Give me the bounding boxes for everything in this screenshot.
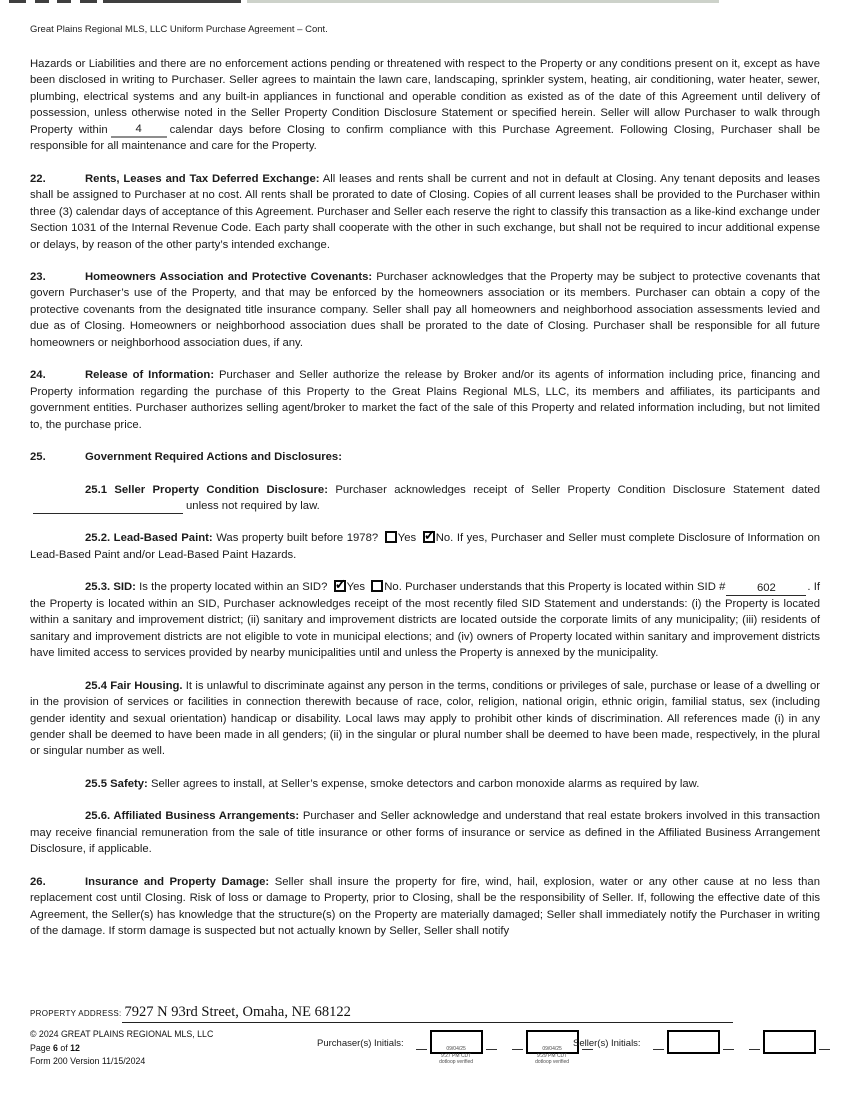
section-25-6-body: Purchaser and Seller acknowledge and understand that real estate brokers involved in this transaction may receive financial remuneration from the sale of title insurance or other forms of insurance or service as defined in the Affiliated Business Arrangement Disclosure, if applicable.	[30, 810, 821, 856]
section-25-1-text-before-date: Purchaser acknowledges receipt of Seller Property Condition Disclosure Statement dated	[335, 483, 820, 496]
intro-text-after: calendar days before Closing to confirm compliance with this Purchase Agreement. Following Closing, Purchaser shall be responsible for all maintenance and care for the Property.	[30, 123, 820, 153]
seller-initials-slot-1	[650, 1030, 737, 1054]
section-22-heading: Rents, Leases and Tax Deferred Exchange:	[85, 172, 320, 185]
section-25-5-body: Seller agrees to install, at Seller’s expense, smoke detectors and carbon monoxide alarms as required by law.	[150, 777, 700, 790]
lead-paint-yes-checkbox[interactable]	[385, 531, 397, 543]
page-footer	[30, 1003, 820, 1100]
lead-paint-no-checkbox[interactable]	[423, 527, 436, 544]
section-26-body: Seller shall insure the property for fire, wind, hail, explosion, water or any other cause at no less than replacement cost until Closing. Risk of loss or damage to Property, prior to Closing, shall be the responsibility of Seller. If, following the effective date of this Agreement, the Seller(s) has knowledge that the structure(s) on the Property are materially damaged; Seller shall immediately notify the Purchaser in writing of the damage. If storm damage is suspected but not actually known by Seller, Seller shall notify	[30, 875, 820, 938]
toolbar-fragment	[35, 0, 49, 3]
sid-yes-checkbox[interactable]	[334, 576, 347, 593]
sid-no-checkbox[interactable]	[371, 580, 383, 592]
section-25	[30, 449, 820, 465]
walk-through-days-field[interactable]: 4	[111, 122, 167, 138]
property-address-row	[30, 1003, 733, 1023]
footer-bottom-row	[30, 1028, 820, 1100]
initial-line	[486, 1049, 497, 1050]
toolbar-fragment	[9, 0, 26, 3]
section-22-number: 22.	[30, 172, 46, 185]
dotloop-stamp-time: 9:27 PM CDT	[440, 1053, 472, 1059]
section-25-3-text-before-sid: Purchaser understands that this Property is located within SID	[405, 581, 716, 594]
section-25-1-text-after-date: unless not required by law.	[186, 499, 320, 512]
section-25-1	[30, 482, 820, 515]
toolbar-fragment	[247, 0, 719, 3]
initial-line	[512, 1049, 523, 1050]
section-23	[30, 269, 820, 351]
form-version-line: Form 200 Version 11/15/2024	[30, 1056, 146, 1066]
section-25-4-heading: 25.4 Fair Housing.	[85, 679, 183, 692]
section-25-heading: Government Required Actions and Disclosures:	[85, 451, 342, 464]
section-25-4	[30, 678, 820, 760]
seller-initials-box-1[interactable]	[667, 1030, 720, 1054]
dotloop-verified-label: dotloop verified	[535, 1059, 570, 1065]
sid-hash-prefix: #	[719, 581, 726, 594]
property-address-line	[122, 1003, 734, 1023]
cropped-toolbar-strip	[0, 0, 849, 4]
section-26-heading: Insurance and Property Damage:	[85, 875, 270, 888]
dotloop-stamp-details	[424, 1053, 489, 1065]
section-25-2-heading: 25.2. Lead-Based Paint:	[85, 532, 213, 545]
toolbar-fragment	[57, 0, 71, 3]
seller-initials-box-2[interactable]	[763, 1030, 816, 1054]
sid-no-label: No.	[384, 581, 402, 594]
section-24-body: Purchaser and Seller authorize the release by Broker and/or its agents of information including price, financing and Property information regarding the purchase of this Property to the Great Plains Regional MLS, LLC, its members and affiliates, its participants and government entities. Purchaser authorizes selling agent/broker to market the fact of the sale of this Property and related information including, but not limited to, the purchase price.	[30, 369, 820, 431]
section-25-2-question: Was property built before 1978?	[216, 532, 379, 545]
page-of: of	[60, 1042, 68, 1053]
dotloop-stamp-date: 09/04/25	[542, 1046, 562, 1052]
section-25-5-heading: 25.5 Safety:	[85, 777, 148, 790]
section-25-number: 25.	[30, 451, 46, 464]
section-23-heading: Homeowners Association and Protective Covenants:	[85, 270, 373, 283]
sid-number-field[interactable]: 602	[726, 581, 806, 596]
section-24-number: 24.	[30, 369, 46, 382]
initial-line	[749, 1049, 760, 1050]
checkmark-icon: ✓	[334, 576, 347, 593]
section-26-number: 26.	[30, 875, 46, 888]
copyright-line: © 2024 GREAT PLAINS REGIONAL MLS, LLC	[30, 1029, 214, 1039]
intro-text-before: Hazards or Liabilities and there are no enforcement actions pending or threatened with respect to the Property or any conditions present on it, except as have been disclosed in writing to Purchaser. Seller agrees to maintain the lawn care, landscaping, sprinkler system, heating, air conditioning, water heater, sewer, plumbing, electrical systems and any built-in appliances in functional and operable condition as existed as of the date of this Agreement until delivery of possession, unless otherwise noted in the Seller Property Condition Disclosure Statement or specified herein. Seller will allow Purchaser to walk through Property within	[30, 58, 820, 136]
dotloop-stamp-time: 9:29 PM CDT	[536, 1053, 568, 1059]
property-address-label: PROPERTY ADDRESS:	[30, 1009, 122, 1018]
section-24	[30, 367, 820, 433]
purchaser-initials-slot-1	[413, 1030, 500, 1065]
initial-line	[653, 1049, 664, 1050]
toolbar-fragment	[103, 0, 241, 3]
purchaser-initials-label: Purchaser(s) Initials:	[317, 1038, 404, 1049]
initial-line	[723, 1049, 734, 1050]
section-23-number: 23.	[30, 270, 46, 283]
section-25-1-heading: 25.1 Seller Property Condition Disclosure:	[85, 483, 328, 496]
dotloop-stamp-date: 09/04/25	[446, 1046, 466, 1052]
checkmark-icon: ✓	[423, 527, 436, 544]
purchaser-initials-group	[317, 1030, 596, 1065]
section-23-body: Purchaser acknowledges that the Property may be subject to protective covenants that govern Purchaser’s use of the Property, and that may be enforced by the homeowners association or its members. Purchaser can obtain a copy of the protective covenants from the designated title insurance company. Seller shall pay all homeowners and neighborhood association assessments levied and due as of Closing. Homeowners or neighborhood association dues shall be prorated to the date of Closing. Purchaser shall be responsible for all future homeowners or neighborhood association dues, if any.	[30, 270, 820, 349]
disclosure-date-field[interactable]	[33, 513, 183, 514]
purchaser-initials-box-2[interactable]	[526, 1030, 579, 1065]
section-25-3-text-after-sid: . If the Property is located within an SID, Purchaser acknowledges receipt of the most recently filed SID Statement and understands: (i) the Property is located within a sanitary and improvement district; (ii) sanitary and improvement districts are located outside the corporate limits of any municipality; (iii) residents of sanitary and improvement districts are not eligible to vote in municipal elections; and (iv) owners of Property located within sanitary and improvement districts have limited access to services provided by nearby municipalities until and unless the Property is annexed by the municipality.	[30, 581, 821, 660]
page-total: 12	[70, 1042, 80, 1053]
document-continuation-header: Great Plains Regional MLS, LLC Uniform Purchase Agreement – Cont.	[30, 24, 328, 35]
section-25-5	[30, 776, 820, 792]
seller-initials-group	[573, 1030, 833, 1054]
section-25-6-heading: 25.6. Affiliated Business Arrangements:	[85, 810, 300, 823]
initial-line	[416, 1049, 427, 1050]
section-25-6	[30, 808, 820, 857]
section-25-3	[30, 576, 821, 661]
section-25-3-heading: 25.3. SID:	[85, 581, 136, 594]
page-number: 6	[53, 1042, 58, 1053]
section-25-2	[30, 527, 821, 563]
section-26	[30, 874, 820, 940]
seller-initials-slot-2	[746, 1030, 833, 1054]
lead-paint-yes-label: Yes	[397, 532, 417, 545]
property-address-value[interactable]: 7927 N 93rd Street, Omaha, NE 68122	[124, 1004, 351, 1020]
section-25-3-question: Is the property located within an SID?	[139, 581, 328, 594]
section-22-body: All leases and rents shall be current and not in default at Closing. Any tenant deposits and leases shall be assigned to Purchaser at no cost. All rents shall be prorated to date of Closing. Copies of all current leases shall be provided to the Purchaser within three (3) calendar days of acceptance of this Agreement. Purchaser and Seller each reserve the right to classify this transaction as a like-kind exchange under Section 1031 of the Internal Revenue Code. Each party shall cooperate with the other in such exchange, but shall not be required to incur additional expense or delays, by reason of the other party’s intended exchange.	[30, 172, 820, 251]
section-25-4-body: It is unlawful to discriminate against any person in the terms, conditions or privileges of sale, purchase or lease of a dwelling or in the provision of services or facilities in connection therewith because of race, color, religion, national origin, ethnic origin, familial status, sex (including gender identity and sexual orientation) handicap or disability. Local laws may apply to prohibit other kinds of discrimination. All references made (i) in any gender shall be deemed to have been made in all genders; (ii) in the singular or plural number shall be deemed to have been made, respectively, in the plural or singular number as well.	[30, 679, 820, 758]
section-25-2-continuation: If yes, Purchaser and Seller must complete Disclosure of Information on Lead-Based Paint and/or Lead-Based Paint Hazards.	[30, 532, 821, 561]
initial-line	[819, 1049, 830, 1050]
lead-paint-no-label: No.	[435, 532, 454, 545]
seller-initials-label: Seller(s) Initials:	[573, 1038, 641, 1049]
section-24-heading: Release of Information:	[85, 369, 215, 382]
paragraph-hazards-continuation	[30, 56, 820, 155]
dotloop-stamp-details	[520, 1053, 585, 1065]
purchaser-initials-box-1[interactable]	[430, 1030, 483, 1065]
toolbar-fragment	[80, 0, 97, 3]
section-22	[30, 171, 820, 253]
page-prefix: Page	[30, 1042, 51, 1053]
dotloop-verified-label: dotloop verified	[439, 1059, 474, 1065]
sid-yes-label: Yes	[346, 581, 366, 594]
